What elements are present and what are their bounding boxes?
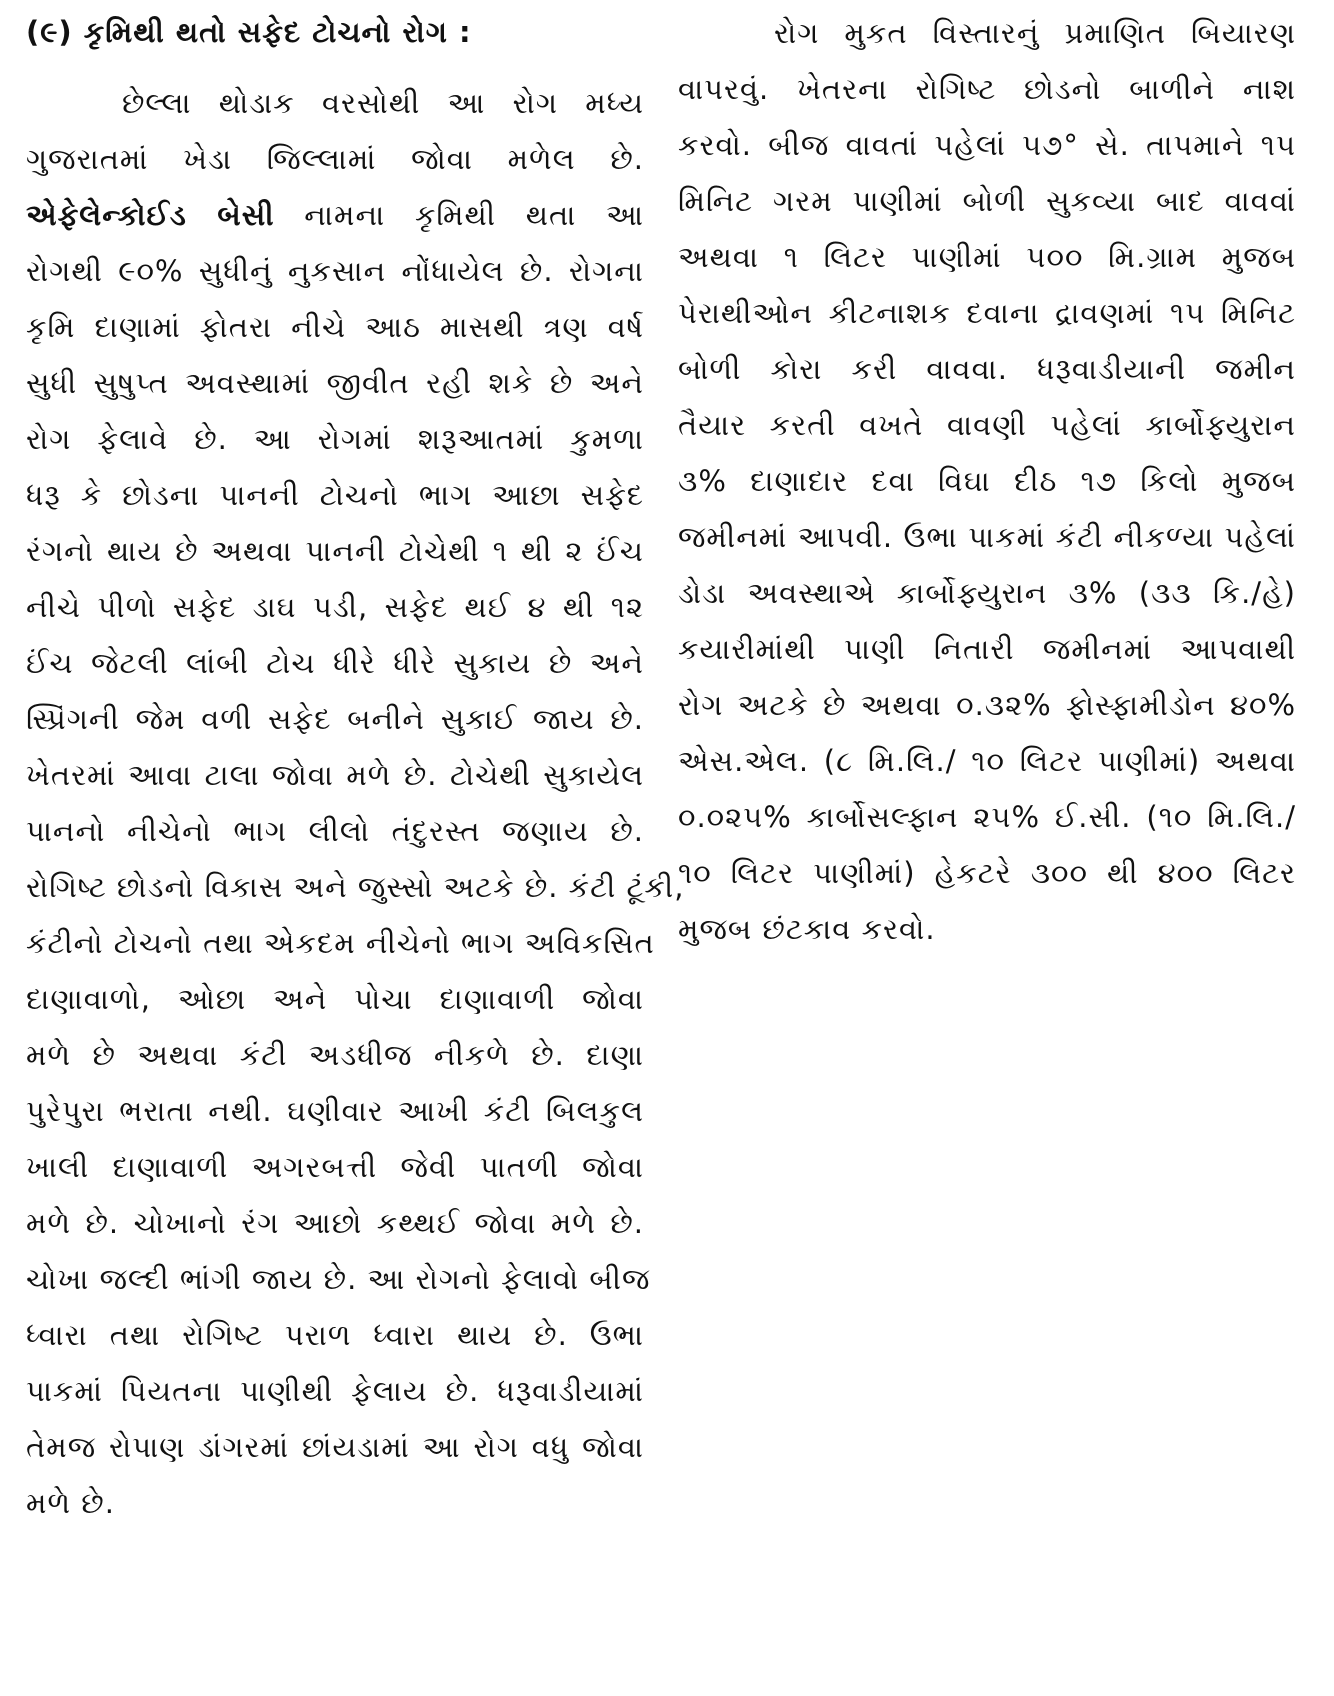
paragraph-line: પુરેપુરા ભરાતા નથી. ઘણીવાર આખી કંટી બિલકુલ (26, 1094, 644, 1128)
paragraph-line-rest: નામના કૃમિથી થતા આ (274, 198, 644, 232)
paragraph-line: અથવા ૧ લિટર પાણીમાં ૫૦૦ મિ.ગ્રામ મુજબ (678, 240, 1296, 274)
paragraph-line: રોગિષ્ટ છોડનો વિકાસ અને જુસ્સો અટકે છે. કંટી ટૂંકી, (26, 870, 685, 904)
paragraph-line: રોગ મુકત વિસ્તારનું પ્રમાણિત બિયારણ (774, 16, 1296, 50)
paragraph-line: પેરાથીઓન કીટનાશક દવાના દ્રાવણમાં ૧૫ મિનિટ (678, 296, 1296, 330)
paragraph-line: બોળી કોરા કરી વાવવા. ધરૂવાડીયાની જમીન (678, 352, 1296, 386)
paragraph-line: સુધી સુષુપ્ત અવસ્થામાં જીવીત રહી શકે છે અને (26, 366, 644, 400)
paragraph-line: ખેતરમાં આવા ટાલા જોવા મળે છે. ટોચેથી સુકાયેલ (26, 758, 644, 792)
paragraph-line: પાનનો નીચેનો ભાગ લીલો તંદુરસ્ત જણાય છે. (26, 814, 644, 848)
paragraph-line: ૧૦ લિટર પાણીમાં) હેકટરે ૩૦૦ થી ૪૦૦ લિટર (678, 856, 1296, 890)
paragraph-line: મિનિટ ગરમ પાણીમાં બોળી સુકવ્યા બાદ વાવવાં (678, 184, 1296, 218)
nematode-name: એફેલેન્કોઈડ બેસી (26, 198, 275, 232)
paragraph-line: કૃમિ દાણામાં ફોતરા નીચે આઠ માસથી ત્રણ વર્ષ (26, 310, 644, 344)
paragraph-line: ધ્વારા તથા રોગિષ્ટ પરાળ ધ્વારા થાય છે. ઉભા (26, 1318, 644, 1352)
paragraph-line: ૦.૦૨૫% કાર્બોસલ્ફાન ૨૫% ઈ.સી. (૧૦ મિ.લિ./ (678, 800, 1296, 834)
paragraph-line: પાકમાં પિયતના પાણીથી ફેલાય છે. ધરૂવાડીયામાં (26, 1374, 644, 1408)
paragraph-line: રોગ અટકે છે અથવા ૦.૩૨% ફોસ્ફામીડોન ૪૦% (678, 688, 1296, 722)
paragraph-line: ચોખા જલ્દી ભાંગી જાય છે. આ રોગનો ફેલાવો બીજ (26, 1262, 651, 1296)
paragraph-line: મળે છે અથવા કંટી અડધીજ નીકળે છે. દાણા (26, 1038, 644, 1072)
paragraph-line: રોગથી ૯૦% સુધીનું નુકસાન નોંધાયેલ છે. રોગના (26, 254, 644, 288)
paragraph-line: ૩% દાણાદાર દવા વિઘા દીઠ ૧૭ કિલો મુજબ (678, 464, 1296, 498)
paragraph-line: નીચે પીળો સફેદ ડાઘ પડી, સફેદ થઈ ૪ થી ૧૨ (26, 590, 644, 624)
paragraph-line: રંગનો થાય છે અથવા પાનની ટોચેથી ૧ થી ૨ ઈંચ (26, 534, 644, 568)
paragraph-line: ઈંચ જેટલી લાંબી ટોચ ધીરે ધીરે સુકાય છે અને (26, 646, 644, 680)
paragraph-line: ડોડા અવસ્થાએ કાર્બોફ્યુરાન ૩% (૩૩ કિ./હે) (678, 576, 1296, 610)
paragraph-line: છેલ્લા થોડાક વરસોથી આ રોગ મધ્ય (122, 86, 644, 120)
paragraph-line (26, 192, 644, 238)
paragraph-line: કરવો. બીજ વાવતાં પહેલાં ૫૭° સે. તાપમાને ૧૫ (678, 128, 1296, 162)
paragraph-line: ધરૂ કે છોડના પાનની ટોચનો ભાગ આછા સફેદ (26, 478, 644, 512)
paragraph-line: તેમજ રોપાણ ડાંગરમાં છાંયડામાં આ રોગ વધુ જોવા (26, 1430, 644, 1464)
paragraph-line: દાણાવાળો, ઓછા અને પોચા દાણાવાળી જોવા (26, 982, 644, 1016)
paragraph-line: તૈયાર કરતી વખતે વાવણી પહેલાં કાર્બોફ્યુરાન (678, 408, 1296, 442)
paragraph-line: જમીનમાં આપવી. ઉભા પાકમાં કંટી નીકળ્યા પહેલાં (678, 520, 1296, 554)
paragraph-line: રોગ ફેલાવે છે. આ રોગમાં શરૂઆતમાં કુમળા (26, 422, 644, 456)
paragraph-line: કંટીનો ટોચનો તથા એકદમ નીચેનો ભાગ અવિકસિત (26, 926, 655, 960)
paragraph-line: એસ.એલ. (૮ મિ.લિ./ ૧૦ લિટર પાણીમાં) અથવા (678, 744, 1296, 778)
paragraph-line: ખાલી દાણાવાળી અગરબત્તી જેવી પાતળી જોવા (26, 1150, 644, 1184)
paragraph-line: મળે છે. ચોખાનો રંગ આછો કથ્થઈ જોવા મળે છે. (26, 1206, 644, 1240)
paragraph-line: કયારીમાંથી પાણી નિતારી જમીનમાં આપવાથી (678, 632, 1296, 666)
paragraph-line: મળે છે. (26, 1486, 115, 1520)
paragraph-line: ગુજરાતમાં ખેડા જિલ્લામાં જોવા મળેલ છે. (26, 142, 644, 176)
paragraph-line: સ્પ્રિંગની જેમ વળી સફેદ બનીને સુકાઈ જાય છે. (26, 702, 644, 736)
paragraph-line: વાપરવું. ખેતરના રોગિષ્ટ છોડનો બાળીને નાશ (678, 72, 1296, 106)
section-heading: (૯) કૃમિથી થતો સફેદ ટોચનો રોગ : (26, 15, 472, 49)
paragraph-line: મુજબ છંટકાવ કરવો. (678, 912, 936, 946)
